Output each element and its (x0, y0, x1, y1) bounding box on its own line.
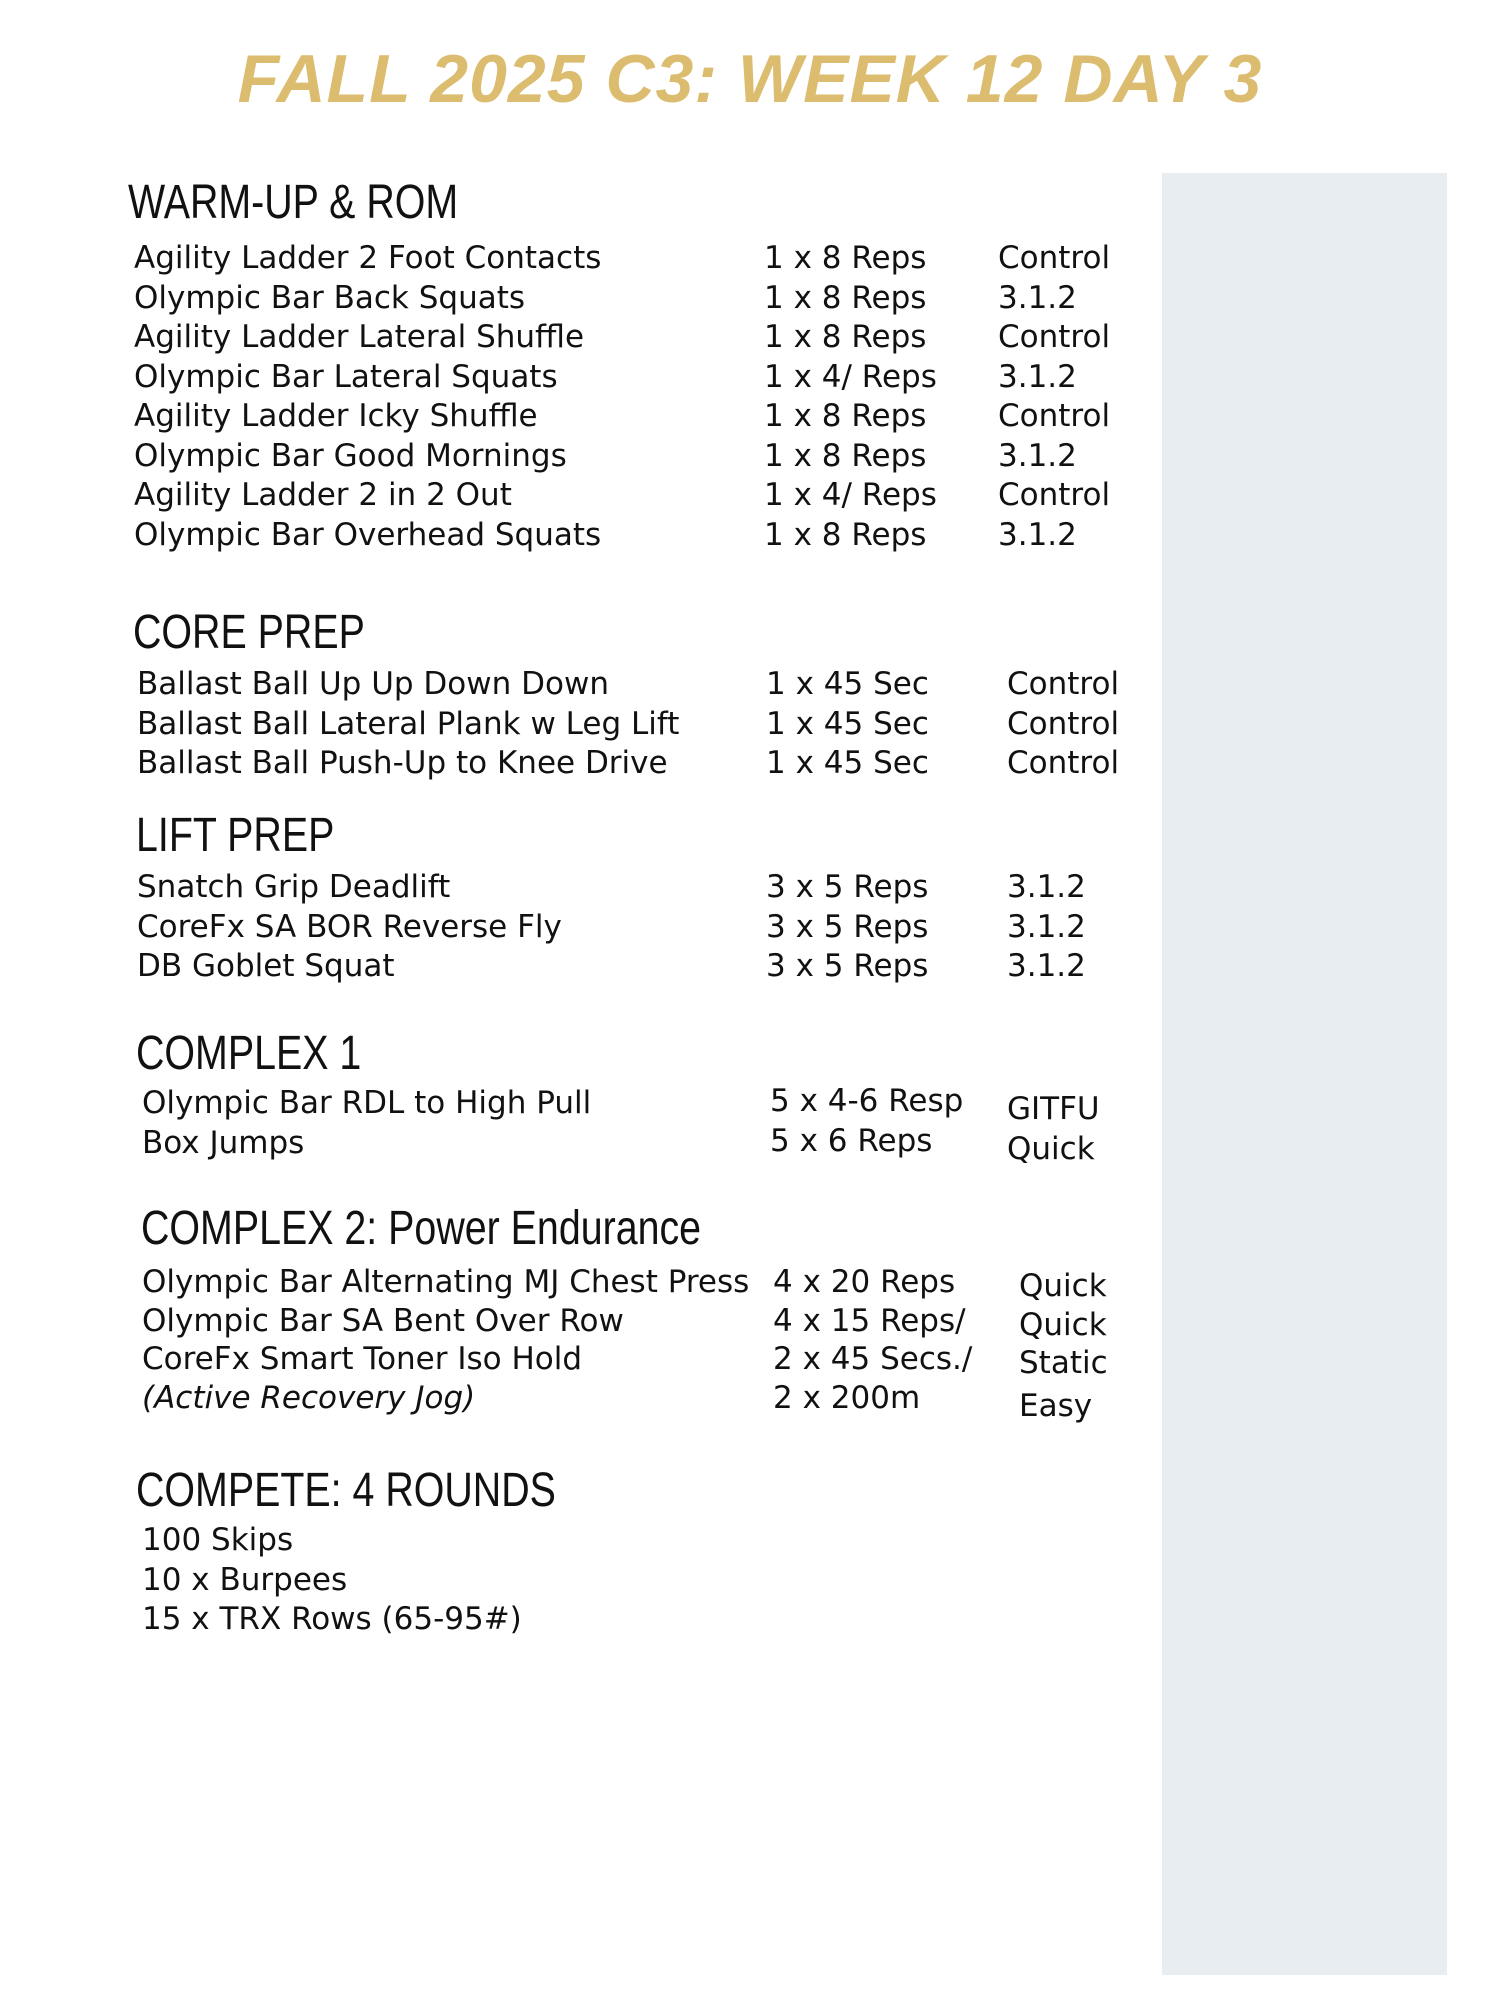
exercise-tempo: Easy (1019, 1387, 1093, 1424)
exercise-volume: 1 x 8 Reps (764, 437, 927, 474)
exercise-volume: 1 x 4/ Reps (764, 477, 937, 513)
exercise-tempo: Control (998, 319, 1111, 355)
exercise-tempo: Static (1019, 1345, 1108, 1381)
exercise-name: Olympic Bar SA Bent Over Row (142, 1302, 624, 1339)
exercise-name: Olympic Bar Good Mornings (134, 437, 567, 474)
exercise-row (133, 744, 1173, 784)
exercise-name: 15 x TRX Rows (65-95#) (142, 1601, 522, 1637)
exercise-volume: 1 x 8 Reps (764, 279, 927, 316)
exercise-name: Ballast Ball Lateral Plank w Leg Lift (137, 705, 680, 742)
exercise-name: 100 Skips (142, 1522, 294, 1558)
exercise-tempo: Quick (1019, 1306, 1107, 1343)
exercise-tempo: Control (998, 477, 1111, 513)
exercise-volume: 2 x 45 Secs./ (773, 1341, 973, 1377)
exercise-tempo: Quick (1007, 1130, 1095, 1167)
page-title: FALL 2025 C3: WEEK 12 DAY 3 (237, 41, 1263, 117)
exercise-row (128, 279, 1168, 319)
exercise-volume: 5 x 6 Reps (770, 1122, 933, 1159)
section-heading: CORE PREP (133, 606, 365, 659)
exercise-name: Olympic Bar RDL to High Pull (142, 1085, 592, 1121)
exercise-name: Olympic Bar Alternating MJ Chest Press (142, 1264, 750, 1300)
exercise-tempo: 3.1.2 (1007, 948, 1086, 984)
exercise-row (141, 1379, 1181, 1424)
exercise-volume: 1 x 8 Reps (764, 398, 927, 434)
exercise-volume: 1 x 8 Reps (764, 240, 927, 276)
exercise-name: (Active Recovery Jog) (142, 1379, 476, 1416)
exercise-name: Olympic Bar Overhead Squats (134, 516, 602, 553)
exercise-tempo: 3.1.2 (998, 279, 1077, 316)
exercise-name: Agility Ladder 2 Foot Contacts (134, 240, 602, 276)
exercise-name: Box Jumps (142, 1124, 305, 1161)
exercise-volume: 1 x 4/ Reps (764, 358, 937, 395)
exercise-tempo: 3.1.2 (998, 516, 1077, 553)
section-complex-1 (136, 1026, 1176, 1167)
exercise-row (141, 1340, 1181, 1379)
exercise-tempo: Control (998, 240, 1111, 276)
exercise-tempo: Control (1007, 705, 1120, 742)
section-heading: COMPLEX 1 (136, 1027, 362, 1080)
exercise-name: DB Goblet Squat (137, 948, 395, 984)
exercise-name: Ballast Ball Push-Up to Knee Drive (137, 745, 668, 781)
exercise-tempo: 3.1.2 (998, 358, 1077, 395)
exercise-name: 10 x Burpees (142, 1561, 348, 1598)
exercise-name: Olympic Bar Back Squats (134, 279, 526, 316)
exercise-volume: 1 x 45 Sec (766, 666, 929, 702)
exercise-volume: 1 x 45 Sec (766, 745, 929, 781)
exercise-row (128, 358, 1168, 398)
exercise-row (128, 476, 1168, 516)
exercise-tempo: Quick (1019, 1268, 1107, 1304)
exercise-row (141, 1302, 1181, 1341)
exercise-row (128, 318, 1168, 358)
exercise-tempo: 3.1.2 (998, 437, 1077, 474)
exercise-tempo: 3.1.2 (1007, 869, 1086, 905)
exercise-volume: 4 x 20 Reps (773, 1264, 956, 1300)
exercise-tempo: 3.1.2 (1007, 908, 1086, 945)
exercise-volume: 4 x 15 Reps/ (773, 1302, 966, 1339)
exercise-row (136, 1122, 1176, 1167)
exercise-volume: 1 x 8 Reps (764, 516, 927, 553)
exercise-row (136, 1561, 1176, 1601)
section-complex-2 (141, 1201, 1181, 1424)
exercise-name: CoreFx Smart Toner Iso Hold (142, 1341, 583, 1377)
exercise-row (136, 1083, 1176, 1127)
exercise-name: Ballast Ball Up Up Down Down (137, 666, 609, 702)
exercise-name: Agility Ladder Lateral Shuffle (134, 319, 585, 355)
section-compete (136, 1463, 1176, 1640)
exercise-volume: 3 x 5 Reps (766, 948, 929, 984)
section-core-prep (133, 605, 1173, 784)
exercise-tempo: Control (1007, 745, 1120, 781)
exercise-volume: 1 x 8 Reps (764, 319, 927, 355)
exercise-row (136, 908, 1176, 948)
exercise-name: Agility Ladder 2 in 2 Out (134, 477, 512, 513)
exercise-row (128, 397, 1168, 437)
section-heading: COMPLEX 2: Power Endurance (141, 1202, 702, 1255)
exercise-name: CoreFx SA BOR Reverse Fly (137, 908, 562, 945)
section-heading: COMPETE: 4 ROUNDS (136, 1464, 556, 1517)
side-panel (1162, 173, 1447, 1975)
exercise-row (136, 1521, 1176, 1561)
exercise-name: Agility Ladder Icky Shuffle (134, 398, 538, 434)
exercise-row (136, 947, 1176, 987)
exercise-tempo: GITFU (1007, 1091, 1100, 1127)
section-lift-prep (136, 808, 1176, 987)
section-heading: LIFT PREP (136, 809, 335, 862)
section-heading: WARM-UP & ROM (128, 176, 459, 229)
exercise-row (128, 437, 1168, 477)
exercise-name: Olympic Bar Lateral Squats (134, 358, 558, 395)
exercise-name: Snatch Grip Deadlift (137, 869, 451, 905)
exercise-row (128, 239, 1168, 279)
exercise-volume: 5 x 4-6 Resp (770, 1083, 964, 1119)
section-warm-up (128, 175, 1168, 555)
exercise-tempo: Control (1007, 666, 1120, 702)
exercise-row (141, 1263, 1181, 1302)
exercise-volume: 3 x 5 Reps (766, 869, 929, 905)
exercise-volume: 1 x 45 Sec (766, 705, 929, 742)
exercise-row (133, 705, 1173, 745)
exercise-row (136, 1600, 1176, 1640)
exercise-volume: 3 x 5 Reps (766, 908, 929, 945)
exercise-row (128, 516, 1168, 556)
exercise-volume: 2 x 200m (773, 1379, 921, 1416)
exercise-row (136, 868, 1176, 908)
exercise-row (133, 665, 1173, 705)
exercise-tempo: Control (998, 398, 1111, 434)
